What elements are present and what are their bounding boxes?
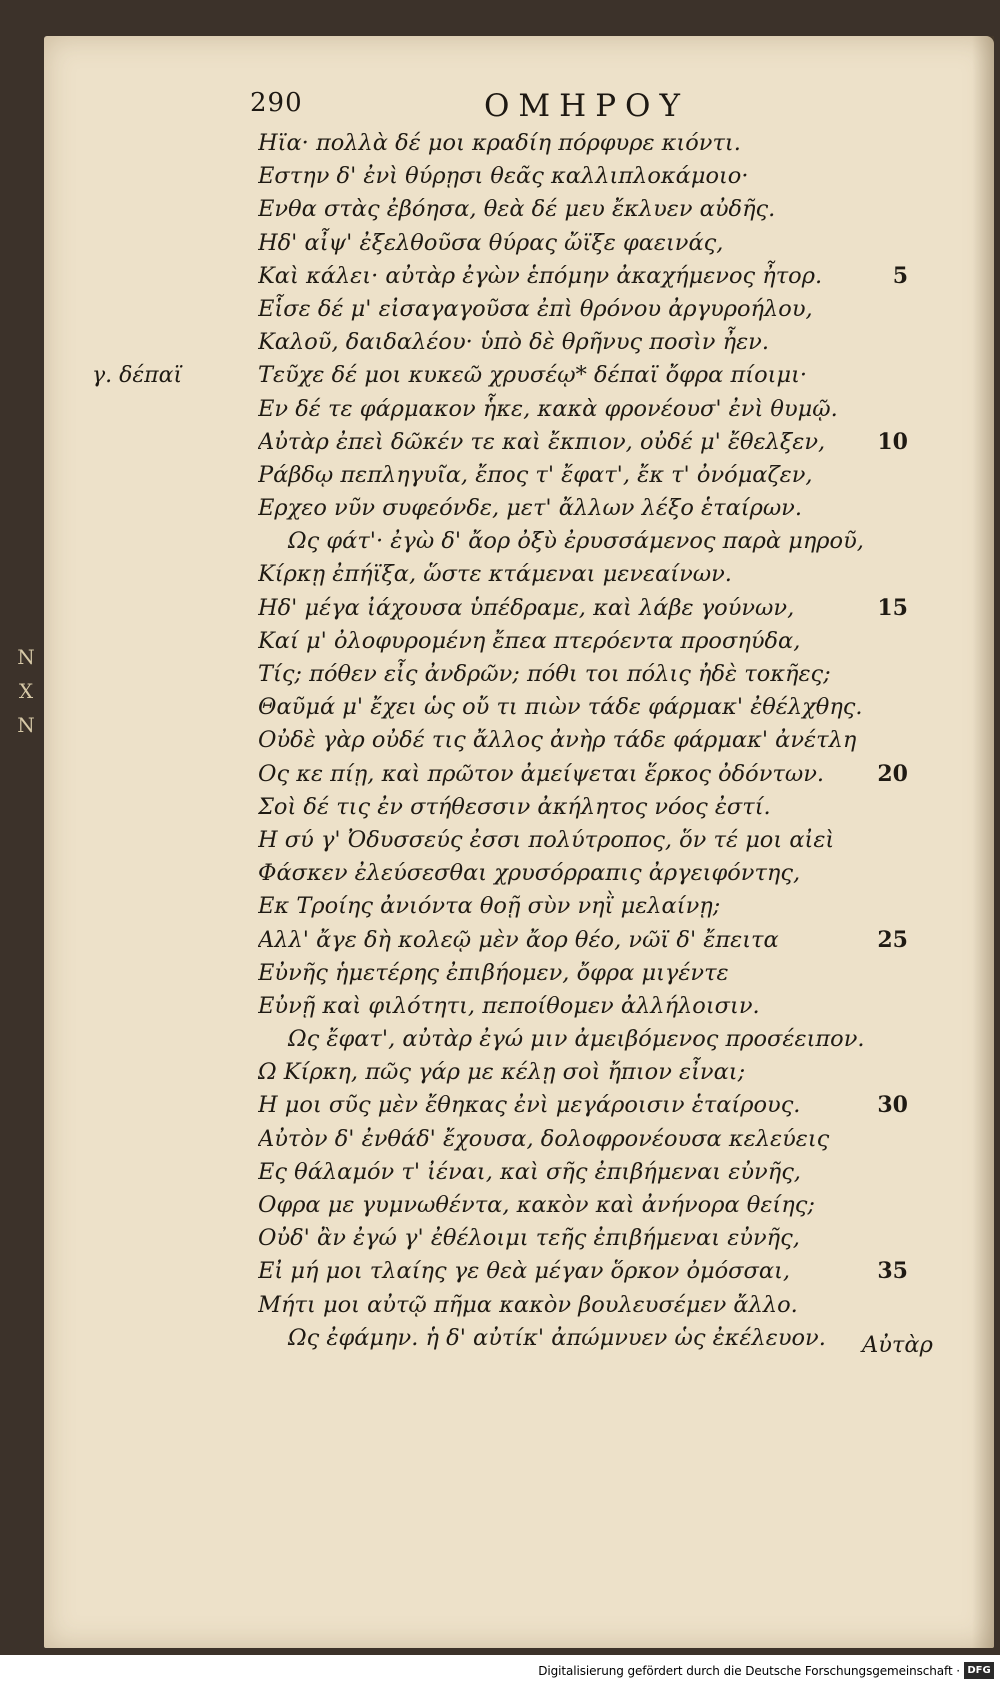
verse-text: Εν δέ τε φάρμακον ἧκε, κακὰ φρονέουσ' ἐνὶ θυμῷ. — [258, 395, 838, 422]
verse-block — [258, 127, 908, 1355]
verse-text: Εὐνῆς ἡμετέρης ἐπιβήομεν, ὄφρα μιγέντε — [258, 959, 729, 986]
verse-line — [258, 1123, 908, 1156]
verse-text: Οὐδ' ἂν ἐγώ γ' ἐθέλοιμι τεῆς ἐπιβήμεναι εὐνῆς, — [258, 1225, 800, 1252]
verse-text: Η σύ γ' Ὀδυσσεύς ἐσσι πολύτροπος, ὅν τέ μοι αἰεὶ — [258, 826, 835, 853]
verse-text: Ω Κίρκη, πῶς γάρ με κέλῃ σοὶ ἤπιον εἶναι; — [258, 1059, 746, 1086]
verse-text: Αὐτὸν δ' ἐνθάδ' ἔχουσα, δολοφρονέουσα κελεύεις — [258, 1125, 830, 1152]
verse-line — [258, 1222, 908, 1255]
verse-text: Ες θάλαμόν τ' ἰέναι, καὶ σῆς ἐπιβήμεναι εὐνῆς, — [258, 1158, 801, 1185]
verse-line — [258, 758, 908, 791]
verse-text: Εἷσε δέ μ' εἰσαγαγοῦσα ἐπὶ θρόνου ἀργυροήλου, — [258, 295, 813, 322]
funding-credit: Digitalisierung gefördert durch die Deutsche Forschungsgemeinschaft · — [538, 1664, 960, 1678]
verse-text: Τίς; πόθεν εἶς ἀνδρῶν; πόθι τοι πόλις ἠδὲ τοκῆες; — [258, 661, 831, 687]
verse-text: Η μοι σῦς μὲν ἔθηκας ἐνὶ μεγάροισιν ἑταίρους. — [258, 1092, 801, 1119]
verse-line — [258, 1289, 908, 1322]
page-number: 290 — [250, 88, 303, 118]
verse-line — [258, 990, 908, 1023]
verse-text: Ως ἐφάμην. ἡ δ' αὐτίκ' ἀπώμνυεν ὡς ἐκέλευον. — [288, 1324, 826, 1351]
verse-text: Ενθα στὰς ἐβόησα, θεὰ δέ μευ ἔκλυεν αὐδῆς. — [258, 196, 776, 223]
footer-bar — [0, 1655, 1000, 1687]
verse-line — [258, 592, 908, 625]
verse-line — [258, 426, 908, 459]
line-number: 25 — [877, 926, 908, 953]
verse-line — [258, 857, 908, 890]
verse-line — [258, 1023, 908, 1056]
margin-mark: Χ — [18, 679, 34, 703]
verse-text: Καί μ' ὀλοφυρομένη ἔπεα πτερόεντα προσηύδα, — [258, 627, 801, 654]
verse-line — [258, 791, 908, 824]
line-number: 10 — [877, 428, 908, 455]
margin-marks — [12, 640, 40, 742]
running-title: ΟΜΗΡΟΥ — [484, 88, 689, 124]
verse-text: Φάσκεν ἐλεύσεσθαι χρυσόρραπις ἀργειφόντης, — [258, 860, 801, 887]
page-gutter-shadow — [972, 36, 994, 1648]
verse-text: Αὐτὰρ ἐπεὶ δῶκέν τε καὶ ἔκπιον, οὐδέ μ' ἔθελξεν, — [258, 428, 826, 455]
verse-text: Καλοῦ, δαιδαλέου· ὑπὸ δὲ θρῆνυς ποσὶν ἦεν. — [258, 329, 769, 356]
verse-text: Ως φάτ'· ἐγὼ δ' ἄορ ὀξὺ ἐρυσσάμενος παρὰ μηροῦ, — [288, 528, 864, 555]
line-number: 15 — [877, 594, 908, 621]
verse-line — [258, 359, 908, 392]
verse-line — [258, 492, 908, 525]
line-number: 30 — [877, 1092, 908, 1119]
verse-line — [258, 459, 908, 492]
verse-line — [258, 260, 908, 293]
verse-text: Ράβδῳ πεπληγυῖα, ἔπος τ' ἔφατ', ἔκ τ' ὀνόμαζεν, — [258, 461, 813, 488]
catchword: Αὐτὰρ — [862, 1332, 933, 1358]
verse-text: Εκ Τροίης ἀνιόντα θοῇ σὺν νηῒ μελαίνῃ; — [258, 893, 721, 920]
line-number: 5 — [892, 262, 908, 289]
running-head — [0, 88, 1000, 128]
line-number: 20 — [877, 760, 908, 787]
verse-line — [258, 1322, 908, 1355]
verse-text: Ος κε πίῃ, καὶ πρῶτον ἀμείψεται ἕρκος ὀδόντων. — [258, 760, 825, 787]
verse-line — [258, 558, 908, 591]
verse-text: Καὶ κάλει· αὐτὰρ ἐγὼν ἑπόμην ἀκαχήμενος ἦτορ. — [258, 262, 823, 289]
verse-text: Ηδ' μέγα ἰάχουσα ὑπέδραμε, καὶ λάβε γούνων, — [258, 594, 795, 621]
verse-line — [258, 1189, 908, 1222]
verse-line — [258, 1255, 908, 1288]
verse-line — [258, 691, 908, 724]
verse-text: Σοὶ δέ τις ἐν στήθεσσιν ἀκήλητος νόος ἐστί. — [258, 793, 771, 820]
verse-text: Θαῦμά μ' ἔχει ὡς οὔ τι πιὼν τάδε φάρμακ' ἐθέλχθης. — [258, 694, 863, 721]
verse-text: Εστην δ' ἐνὶ θύρῃσι θεᾶς καλλιπλοκάμοιο· — [258, 163, 749, 190]
verse-line — [258, 625, 908, 658]
margin-mark: Ν — [17, 713, 35, 737]
verse-text: Ερχεο νῦν συφεόνδε, μετ' ἄλλων λέξο ἑταίρων. — [258, 495, 802, 522]
line-number: 35 — [877, 1258, 908, 1285]
verse-text: Τεῦχε δέ μοι κυκεῶ χρυσέῳ* δέπαϊ ὄφρα πίοιμι· — [258, 362, 808, 389]
verse-text: Οὐδὲ γὰρ οὐδέ τις ἄλλος ἀνὴρ τάδε φάρμακ' ἀνέτλη — [258, 727, 857, 754]
verse-line — [258, 957, 908, 990]
verse-text: Κίρκῃ ἐπήϊξα, ὥστε κτάμεναι μενεαίνων. — [258, 561, 732, 588]
verse-line — [258, 924, 908, 957]
verse-line — [258, 227, 908, 260]
verse-line — [258, 1089, 908, 1122]
verse-line — [258, 824, 908, 857]
margin-mark: Ν — [17, 645, 35, 669]
verse-line — [258, 525, 908, 558]
verse-line — [258, 393, 908, 426]
verse-text: Εἰ μή μοι τλαίης γε θεὰ μέγαν ὅρκον ὀμόσσαι, — [258, 1258, 791, 1285]
verse-line — [258, 1056, 908, 1089]
verse-text: Οφρα με γυμνωθέντα, κακὸν καὶ ἀνήνορα θείης; — [258, 1192, 815, 1218]
verse-line — [258, 160, 908, 193]
verse-text: Ηδ' αἶψ' ἐξελθοῦσα θύρας ὤϊξε φαεινάς, — [258, 229, 724, 256]
verse-line — [258, 127, 908, 160]
verse-line — [258, 890, 908, 923]
verse-text: Ηϊα· πολλὰ δέ μοι κραδίη πόρφυρε κιόντι. — [258, 130, 741, 156]
verse-text: Ως ἔφατ', αὐτὰρ ἐγώ μιν ἀμειβόμενος προσέειπον. — [288, 1026, 865, 1053]
verse-line — [258, 724, 908, 757]
verse-line — [258, 1156, 908, 1189]
dfg-logo: DFG — [964, 1662, 994, 1679]
verse-line — [258, 293, 908, 326]
verse-text: Αλλ' ἄγε δὴ κολεῷ μὲν ἄορ θέο, νῶϊ δ' ἔπειτα — [258, 926, 779, 953]
verse-text: Μήτι μοι αὐτῷ πῆμα κακὸν βουλευσέμεν ἄλλο. — [258, 1291, 798, 1318]
margin-note: γ. δέπαϊ — [92, 363, 183, 388]
verse-line — [258, 193, 908, 226]
verse-text: Εὐνῇ καὶ φιλότητι, πεποίθομεν ἀλλήλοισιν. — [258, 992, 760, 1019]
verse-line — [258, 658, 908, 691]
verse-line — [258, 326, 908, 359]
